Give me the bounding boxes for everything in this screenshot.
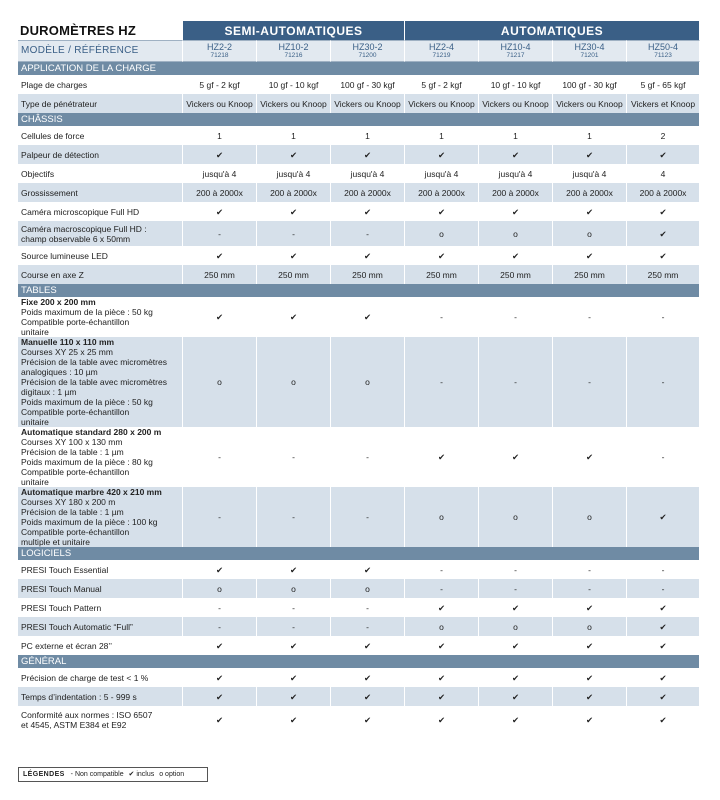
model-cell — [405, 40, 479, 62]
section-header — [18, 655, 700, 668]
model-reference: 71123 — [654, 52, 672, 59]
value-cell: 250 mm — [553, 265, 627, 284]
value-cell: ✔ — [627, 487, 700, 547]
value-cell: 200 à 2000x — [257, 183, 331, 202]
value-cell: - — [183, 598, 257, 617]
row-label-line: Courses XY 100 x 130 mm — [21, 437, 123, 447]
value-cell: 5 gf - 2 kgf — [405, 75, 479, 94]
model-name: HZ10-2 — [278, 42, 309, 52]
row-label-line: Courses XY 25 x 25 mm — [21, 347, 113, 357]
value-cell: ✔ — [405, 202, 479, 221]
group-header-row — [18, 21, 700, 40]
value-cell: 250 mm — [257, 265, 331, 284]
value-cell: 250 mm — [183, 265, 257, 284]
value-cell: ✔ — [183, 687, 257, 706]
row-label-title: Manuelle 110 x 110 mm — [21, 337, 115, 347]
table-row — [18, 668, 700, 687]
value-cell: ✔ — [257, 297, 331, 337]
value-cell: - — [479, 337, 553, 427]
value-cell: ✔ — [627, 706, 700, 734]
value-cell: ✔ — [257, 202, 331, 221]
value-cell: o — [405, 221, 479, 246]
value-cell: o — [183, 579, 257, 598]
row-label-line: Poids maximum de la pièce : 100 kg — [21, 517, 158, 527]
value-cell: jusqu'à 4 — [405, 164, 479, 183]
table-row — [18, 246, 700, 265]
value-cell: 250 mm — [331, 265, 405, 284]
table-row — [18, 706, 700, 734]
row-label-line: Palpeur de détection — [21, 149, 99, 160]
row-label-line: Type de pénétrateur — [21, 98, 98, 109]
row-label — [18, 75, 183, 94]
row-label-line: Source lumineuse LED — [21, 250, 108, 261]
model-reference: 71218 — [210, 52, 229, 59]
row-label-line: Course en axe Z — [21, 269, 84, 280]
model-reference: 71219 — [432, 52, 451, 59]
row-label-line: Caméra microscopique Full HD — [21, 206, 140, 217]
row-label — [18, 183, 183, 202]
row-label-title: Automatique standard 280 x 200 m — [21, 427, 162, 437]
model-name: HZ30-2 — [352, 42, 383, 52]
value-cell: ✔ — [331, 560, 405, 579]
value-cell: ✔ — [627, 598, 700, 617]
row-label — [18, 297, 183, 337]
value-cell: ✔ — [553, 202, 627, 221]
value-cell: ✔ — [257, 145, 331, 164]
value-cell: 5 gf - 65 kgf — [627, 75, 700, 94]
row-label-line: et 4545, ASTM E384 et E92 — [21, 720, 127, 730]
value-cell: - — [479, 560, 553, 579]
row-label — [18, 126, 183, 145]
value-cell: 250 mm — [405, 265, 479, 284]
section-title: CHÂSSIS — [18, 113, 700, 126]
value-cell: ✔ — [183, 560, 257, 579]
model-name: HZ2-4 — [428, 42, 454, 52]
model-cell — [627, 40, 700, 62]
value-cell: ✔ — [405, 598, 479, 617]
value-cell: - — [553, 560, 627, 579]
value-cell: ✔ — [553, 427, 627, 487]
section-title: TABLES — [18, 284, 700, 297]
value-cell: - — [405, 337, 479, 427]
section-header — [18, 284, 700, 297]
value-cell: 200 à 2000x — [331, 183, 405, 202]
value-cell: o — [331, 337, 405, 427]
value-cell: - — [553, 337, 627, 427]
value-cell: ✔ — [331, 706, 405, 734]
model-name: HZ2-2 — [206, 42, 232, 52]
row-label-line: Compatible porte-échantillon — [21, 407, 130, 417]
value-cell: ✔ — [479, 598, 553, 617]
value-cell: 2 — [627, 126, 700, 145]
row-label-line: Précision de la table : 1 µm — [21, 447, 124, 457]
value-cell: 4 — [627, 164, 700, 183]
value-cell: 10 gf - 10 kgf — [479, 75, 553, 94]
row-label-line: PRESI Touch Essential — [21, 564, 109, 575]
value-cell: - — [183, 427, 257, 487]
value-cell: o — [553, 221, 627, 246]
legend-item-not-compatible: - Non compatible — [70, 771, 124, 778]
table-row — [18, 221, 700, 246]
value-cell: 1 — [331, 126, 405, 145]
value-cell: o — [257, 337, 331, 427]
section-header — [18, 113, 700, 126]
table-row — [18, 560, 700, 579]
value-cell: ✔ — [479, 687, 553, 706]
value-cell: 1 — [257, 126, 331, 145]
row-label — [18, 427, 183, 487]
value-cell: - — [331, 221, 405, 246]
value-cell: - — [331, 598, 405, 617]
value-cell: 1 — [479, 126, 553, 145]
table-row — [18, 579, 700, 598]
value-cell: 200 à 2000x — [479, 183, 553, 202]
table-row — [18, 687, 700, 706]
value-cell: 1 — [553, 126, 627, 145]
value-cell: ✔ — [331, 687, 405, 706]
value-cell: ✔ — [183, 668, 257, 687]
row-label-line: PRESI Touch Manual — [21, 583, 102, 594]
row-label — [18, 94, 183, 113]
value-cell: 10 gf - 10 kgf — [257, 75, 331, 94]
value-cell: o — [405, 487, 479, 547]
row-label-title: Fixe 200 x 200 mm — [21, 297, 96, 307]
row-label-line: Temps d’indentation : 5 - 999 s — [21, 691, 137, 702]
row-label-line: multiple et unitaire — [21, 537, 90, 547]
model-name: HZ30-4 — [574, 42, 605, 52]
model-cell — [553, 40, 627, 62]
table-row — [18, 617, 700, 636]
row-label-title: Automatique marbre 420 x 210 mm — [21, 487, 162, 497]
value-cell: o — [479, 221, 553, 246]
row-label — [18, 202, 183, 221]
table-row — [18, 427, 700, 487]
row-label — [18, 265, 183, 284]
value-cell: 100 gf - 30 kgf — [331, 75, 405, 94]
row-label-line: Grossissement — [21, 187, 78, 198]
value-cell: ✔ — [405, 668, 479, 687]
value-cell: ✔ — [479, 706, 553, 734]
model-reference: 71200 — [358, 52, 377, 59]
table-row — [18, 636, 700, 655]
value-cell: ✔ — [183, 246, 257, 265]
row-label-line: unitaire — [21, 417, 49, 427]
value-cell: 5 gf - 2 kgf — [183, 75, 257, 94]
row-label — [18, 145, 183, 164]
row-label — [18, 617, 183, 636]
table-row — [18, 337, 700, 427]
row-label-line: Précision de la table avec micromètres — [21, 357, 167, 367]
value-cell: - — [627, 337, 700, 427]
value-cell: ✔ — [627, 246, 700, 265]
value-cell: ✔ — [479, 202, 553, 221]
value-cell: Vickers ou Knoop — [257, 94, 331, 113]
value-cell: jusqu'à 4 — [183, 164, 257, 183]
model-row — [18, 40, 700, 62]
table-row — [18, 183, 700, 202]
model-reference: 71217 — [506, 52, 525, 59]
model-cell — [183, 40, 257, 62]
value-cell: ✔ — [331, 202, 405, 221]
value-cell: ✔ — [479, 668, 553, 687]
table-row — [18, 75, 700, 94]
group-automatic: AUTOMATIQUES — [405, 21, 700, 40]
value-cell: ✔ — [405, 687, 479, 706]
value-cell: ✔ — [331, 668, 405, 687]
row-label-line: Compatible porte-échantillon — [21, 317, 130, 327]
legend-item-included: ✔ inclus — [128, 771, 155, 778]
value-cell: 250 mm — [627, 265, 700, 284]
value-cell: - — [257, 487, 331, 547]
value-cell: ✔ — [479, 636, 553, 655]
value-cell: o — [479, 487, 553, 547]
value-cell: ✔ — [257, 560, 331, 579]
row-label-line: Poids maximum de la pièce : 80 kg — [21, 457, 153, 467]
section-header — [18, 62, 700, 75]
value-cell: ✔ — [405, 145, 479, 164]
section-header — [18, 547, 700, 560]
value-cell: ✔ — [553, 598, 627, 617]
row-label-line: Plage de charges — [21, 79, 88, 90]
value-cell: 200 à 2000x — [553, 183, 627, 202]
model-reference: 71201 — [580, 52, 599, 59]
row-label — [18, 598, 183, 617]
row-label — [18, 164, 183, 183]
row-label-line: Compatible porte-échantillon — [21, 467, 130, 477]
value-cell: ✔ — [331, 636, 405, 655]
row-label-line: Cellules de force — [21, 130, 85, 141]
section-title: GÉNÉRAL — [18, 655, 700, 668]
row-label-line: PRESI Touch Pattern — [21, 602, 102, 613]
value-cell: ✔ — [257, 706, 331, 734]
model-cell — [331, 40, 405, 62]
value-cell: - — [257, 617, 331, 636]
value-cell: ✔ — [331, 297, 405, 337]
row-label-line: digitaux : 1 µm — [21, 387, 77, 397]
value-cell: jusqu'à 4 — [257, 164, 331, 183]
table-title: DUROMÈTRES HZ — [18, 21, 183, 40]
row-label-line: Conformité aux normes : ISO 6507 — [21, 710, 153, 720]
table-row — [18, 297, 700, 337]
row-label — [18, 706, 183, 734]
value-cell: - — [627, 427, 700, 487]
row-label-line: Précision de la table : 1 µm — [21, 507, 124, 517]
value-cell: ✔ — [553, 706, 627, 734]
value-cell: ✔ — [553, 668, 627, 687]
value-cell: 200 à 2000x — [627, 183, 700, 202]
value-cell: ✔ — [627, 202, 700, 221]
row-label — [18, 560, 183, 579]
value-cell: ✔ — [405, 636, 479, 655]
value-cell: Vickers et Knoop — [627, 94, 700, 113]
value-cell: - — [627, 560, 700, 579]
value-cell: ✔ — [627, 668, 700, 687]
value-cell: ✔ — [183, 202, 257, 221]
table-row — [18, 126, 700, 145]
value-cell: ✔ — [257, 668, 331, 687]
value-cell: Vickers ou Knoop — [553, 94, 627, 113]
value-cell: ✔ — [331, 246, 405, 265]
row-label — [18, 246, 183, 265]
value-cell: ✔ — [627, 221, 700, 246]
value-cell: 1 — [405, 126, 479, 145]
value-cell: - — [331, 487, 405, 547]
row-label-line: unitaire — [21, 477, 49, 487]
table-row — [18, 265, 700, 284]
value-cell: ✔ — [257, 687, 331, 706]
model-name: HZ10-4 — [500, 42, 531, 52]
value-cell: ✔ — [553, 145, 627, 164]
value-cell: ✔ — [627, 145, 700, 164]
value-cell: - — [405, 579, 479, 598]
row-label-line: Précision de charge de test < 1 % — [21, 672, 149, 683]
value-cell: o — [405, 617, 479, 636]
table-row — [18, 598, 700, 617]
value-cell: - — [257, 427, 331, 487]
value-cell: 100 gf - 30 kgf — [553, 75, 627, 94]
section-title: APPLICATION DE LA CHARGE — [18, 62, 700, 75]
value-cell: ✔ — [257, 636, 331, 655]
row-label-line: PRESI Touch Automatic “Full” — [21, 621, 133, 632]
table-row — [18, 202, 700, 221]
value-cell: - — [257, 598, 331, 617]
value-cell: - — [479, 579, 553, 598]
model-cell — [479, 40, 553, 62]
model-reference: 71216 — [284, 52, 303, 59]
table-row — [18, 164, 700, 183]
value-cell: o — [553, 487, 627, 547]
row-label — [18, 337, 183, 427]
row-label-line: Objectifs — [21, 168, 55, 179]
value-cell: Vickers ou Knoop — [479, 94, 553, 113]
spec-table — [18, 21, 700, 734]
value-cell: jusqu'à 4 — [553, 164, 627, 183]
value-cell: ✔ — [479, 427, 553, 487]
value-cell: ✔ — [405, 427, 479, 487]
group-semi-automatic: SEMI-AUTOMATIQUES — [183, 21, 405, 40]
value-cell: ✔ — [479, 246, 553, 265]
value-cell: jusqu'à 4 — [479, 164, 553, 183]
value-cell: ✔ — [257, 246, 331, 265]
row-label-line: Précision de la table avec micromètres — [21, 377, 167, 387]
value-cell: o — [553, 617, 627, 636]
value-cell: ✔ — [553, 636, 627, 655]
row-label — [18, 668, 183, 687]
value-cell: ✔ — [627, 687, 700, 706]
value-cell: o — [331, 579, 405, 598]
value-cell: ✔ — [553, 687, 627, 706]
legend-title: LÉGENDES — [23, 771, 65, 778]
value-cell: ✔ — [479, 145, 553, 164]
row-label — [18, 687, 183, 706]
value-cell: - — [331, 427, 405, 487]
value-cell: 200 à 2000x — [183, 183, 257, 202]
row-label-line: Courses XY 180 x 200 m — [21, 497, 116, 507]
value-cell: Vickers ou Knoop — [331, 94, 405, 113]
value-cell: ✔ — [627, 617, 700, 636]
value-cell: - — [627, 297, 700, 337]
row-label-line: Poids maximum de la pièce : 50 kg — [21, 397, 153, 407]
row-label-line: analogiques : 10 µm — [21, 367, 98, 377]
value-cell: o — [183, 337, 257, 427]
row-label-line: Caméra macroscopique Full HD : — [21, 223, 147, 234]
row-label — [18, 487, 183, 547]
value-cell: Vickers ou Knoop — [405, 94, 479, 113]
value-cell: o — [479, 617, 553, 636]
value-cell: - — [405, 560, 479, 579]
value-cell: - — [331, 617, 405, 636]
row-label-line: unitaire — [21, 327, 49, 337]
value-cell: 200 à 2000x — [405, 183, 479, 202]
model-cell — [257, 40, 331, 62]
value-cell: - — [553, 297, 627, 337]
table-row — [18, 145, 700, 164]
row-label — [18, 636, 183, 655]
value-cell: - — [183, 617, 257, 636]
legend — [18, 767, 208, 782]
value-cell: ✔ — [183, 636, 257, 655]
legend-item-option: o option — [159, 771, 185, 778]
row-label — [18, 579, 183, 598]
row-label — [18, 221, 183, 246]
row-label-line: Poids maximum de la pièce : 50 kg — [21, 307, 153, 317]
value-cell: ✔ — [405, 246, 479, 265]
table-row — [18, 487, 700, 547]
value-cell: - — [479, 297, 553, 337]
value-cell: Vickers ou Knoop — [183, 94, 257, 113]
model-label: MODÈLE / RÉFÉRENCE — [18, 40, 183, 62]
row-label-line: champ observable 6 x 50mm — [21, 233, 131, 244]
value-cell: ✔ — [627, 636, 700, 655]
value-cell: ✔ — [331, 145, 405, 164]
value-cell: jusqu'à 4 — [331, 164, 405, 183]
value-cell: ✔ — [183, 706, 257, 734]
value-cell: - — [627, 579, 700, 598]
value-cell: - — [405, 297, 479, 337]
row-label-line: PC externe et écran 28’’ — [21, 640, 113, 651]
value-cell: - — [183, 221, 257, 246]
value-cell: - — [183, 487, 257, 547]
value-cell: o — [257, 579, 331, 598]
row-label-line: Compatible porte-échantillon — [21, 527, 130, 537]
value-cell: ✔ — [553, 246, 627, 265]
value-cell: ✔ — [183, 297, 257, 337]
value-cell: - — [553, 579, 627, 598]
value-cell: 250 mm — [479, 265, 553, 284]
model-name: HZ50-4 — [648, 42, 679, 52]
value-cell: 1 — [183, 126, 257, 145]
value-cell: - — [257, 221, 331, 246]
value-cell: ✔ — [183, 145, 257, 164]
section-title: LOGICIELS — [18, 547, 700, 560]
table-row — [18, 94, 700, 113]
value-cell: ✔ — [405, 706, 479, 734]
